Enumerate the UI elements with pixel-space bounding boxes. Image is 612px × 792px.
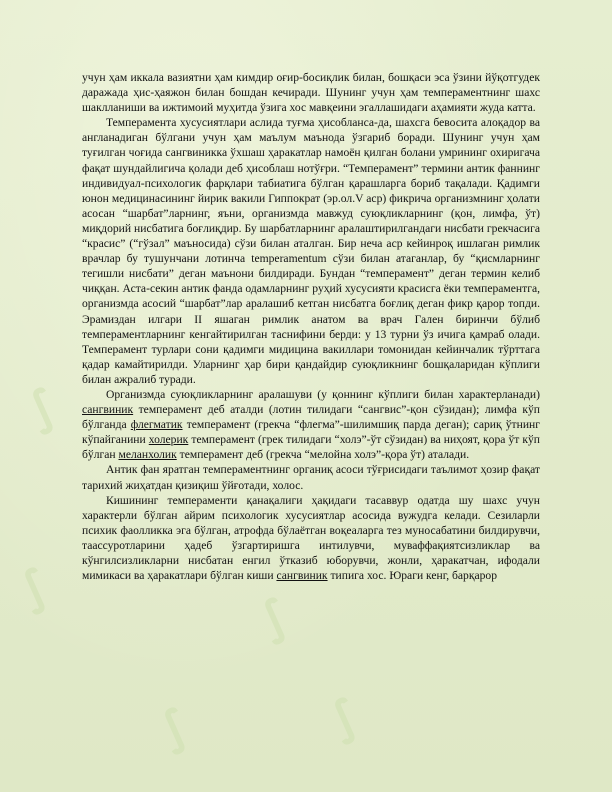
paragraph <box>82 493 540 584</box>
paragraph <box>82 387 540 462</box>
paragraph-text: учун ҳам иккала вазиятни ҳам кимдир оғир-босиқлик билан, бошқаси эса ўзини йўқотгудек даражада ҳис-ҳаяжон билан бошдан кечиради. Шунинг учун ҳам темпераментнинг шахс шаклланиши ва ижтимоий муҳитда ўзига хос мавқеини эгаллашидаги аҳамияти жуда катта. <box>82 71 540 115</box>
underlined-term: сангвиник <box>82 403 134 417</box>
underlined-term: сангвиник <box>276 569 328 583</box>
underlined-term: флегматик <box>130 418 183 432</box>
underlined-term: меланхолик <box>118 448 177 462</box>
paragraph <box>82 115 540 387</box>
paragraph <box>82 462 540 492</box>
watermark-glyph: ∫ <box>8 556 60 618</box>
paragraph-text: темперамент (грек тилидаги “холэ”-ўт сўзидан) ва ниҳоят, қора ўт кўп бўлган <box>82 433 540 462</box>
body-text <box>82 70 540 583</box>
paragraph-text: темперамент деб (грекча “мелойна холэ”-қора ўт) аталади. <box>176 448 470 462</box>
paragraph-text: типига хос. Юраги кенг, барқарор <box>327 569 498 583</box>
watermark-glyph: ∫ <box>318 686 370 748</box>
paragraph-text: темперамент деб аталди (лотин тилидаги “сангвис”-қон сўзидан); лимфа кўп бўлганда <box>82 403 540 432</box>
paragraph-text: Кишининг темпераменти қанақалиги ҳақидаги тасаввур одатда шу шахс учун характерли бўлган айрим психологик хусусиятлар асосида вужудга келади. Сезиларли психик фаолликка эга бўлган, атрофда бўлаётган воқеаларга тез муносабатини билдирувчи, таассуротларини ҳадеб ўзгартиришга интилувчи, муваффақиятсизликлар ва кўнгилсизликларни нисбатан енгил ўтказиб юборувчи, жонли, ҳаракатчан, ифодали мимикаси ва ҳаракатлари бўлган киши <box>82 493 540 583</box>
underlined-term: холерик <box>148 433 189 447</box>
paragraph <box>82 70 540 115</box>
watermark-glyph: ∫ <box>16 376 68 438</box>
watermark-glyph: ∫ <box>248 586 300 648</box>
paragraph-text: Антик фан яратган темпераментнинг органиқ асоси тўғрисидаги таълимот ҳозир фақат тарихий жиҳатдан қизиқиш ўйғотади, холос. <box>82 463 540 492</box>
paragraph-text: Темперамента хусусиятлари аслида туғма ҳисобланса-да, шахсга бевосита алоқадор ва англанадиган бўлгани учун ҳам маълум маънода ўзгариб боради. Шунинг учун ҳам туғилган чоғида сангвиникка ўхшаш ҳаракатлар намоён қилган болани умрининг охиригача фақат шундайлигича қолади деб ҳисоблаш нотўғри. “Темперамент” термини антик фаннинг индивидуал-психологик фарқлари табиатига бўлган қарашларга бориб тақалади. Қадимги юнон медицинасининг йирик вакили Гиппократ (эр.ол.V аср) фикрича организмнинг ҳолати асосан “шарбат”ларнинг, яъни, организмда мавжуд суюқликларнинг (қон, лимфа, ўт) миқдорий нисбатига боғлиқдир. Бу шарбатларнинг аралаштирилгандаги нисбати грекчасига “красис” (“гўзал” маъносида) сўзи билан аталган. Бир неча аср кейинроқ ишлаган римлик врачлар бу тушунчани лотинча temperamentum сўзи билан атаганлар, бу “қисмларнинг тегишли нисбати” деган маънони билдиради. Бундан “темперамент” деган термин келиб чиққан. Аста-секин антик фанда одамларнинг руҳий хусусияти красисга ёки темпераментга, организмда асосий “шарбат”лар аралашиб кетган нисбатга боғлиқ деган фикр қарор топди. Эрамиздан илгари II яшаган римлик анатом ва врач Гален биринчи бўлиб темпераментларнинг кенгайтирилган таснифини берди: у 13 турни ўз ичига қамраб олади. Темперамент турлари сони қадимги мидицина вакиллари томонидан кейинчалик тўрттага қадар камайтирилди. Уларнинг ҳар бири қандайдир суюқликнинг бошқаларидан кўплиги билан ажралиб туради. <box>82 116 540 386</box>
paragraph-text: темперамент (грекча “флегма”-шилимшиқ парда деган); сариқ ўтнинг кўпайганини <box>82 418 540 447</box>
watermark-glyph: ∫ <box>148 696 200 758</box>
paragraph-text: Организмда суюқликларнинг аралашуви (у қоннинг кўплиги билан характерланади) <box>106 387 540 401</box>
